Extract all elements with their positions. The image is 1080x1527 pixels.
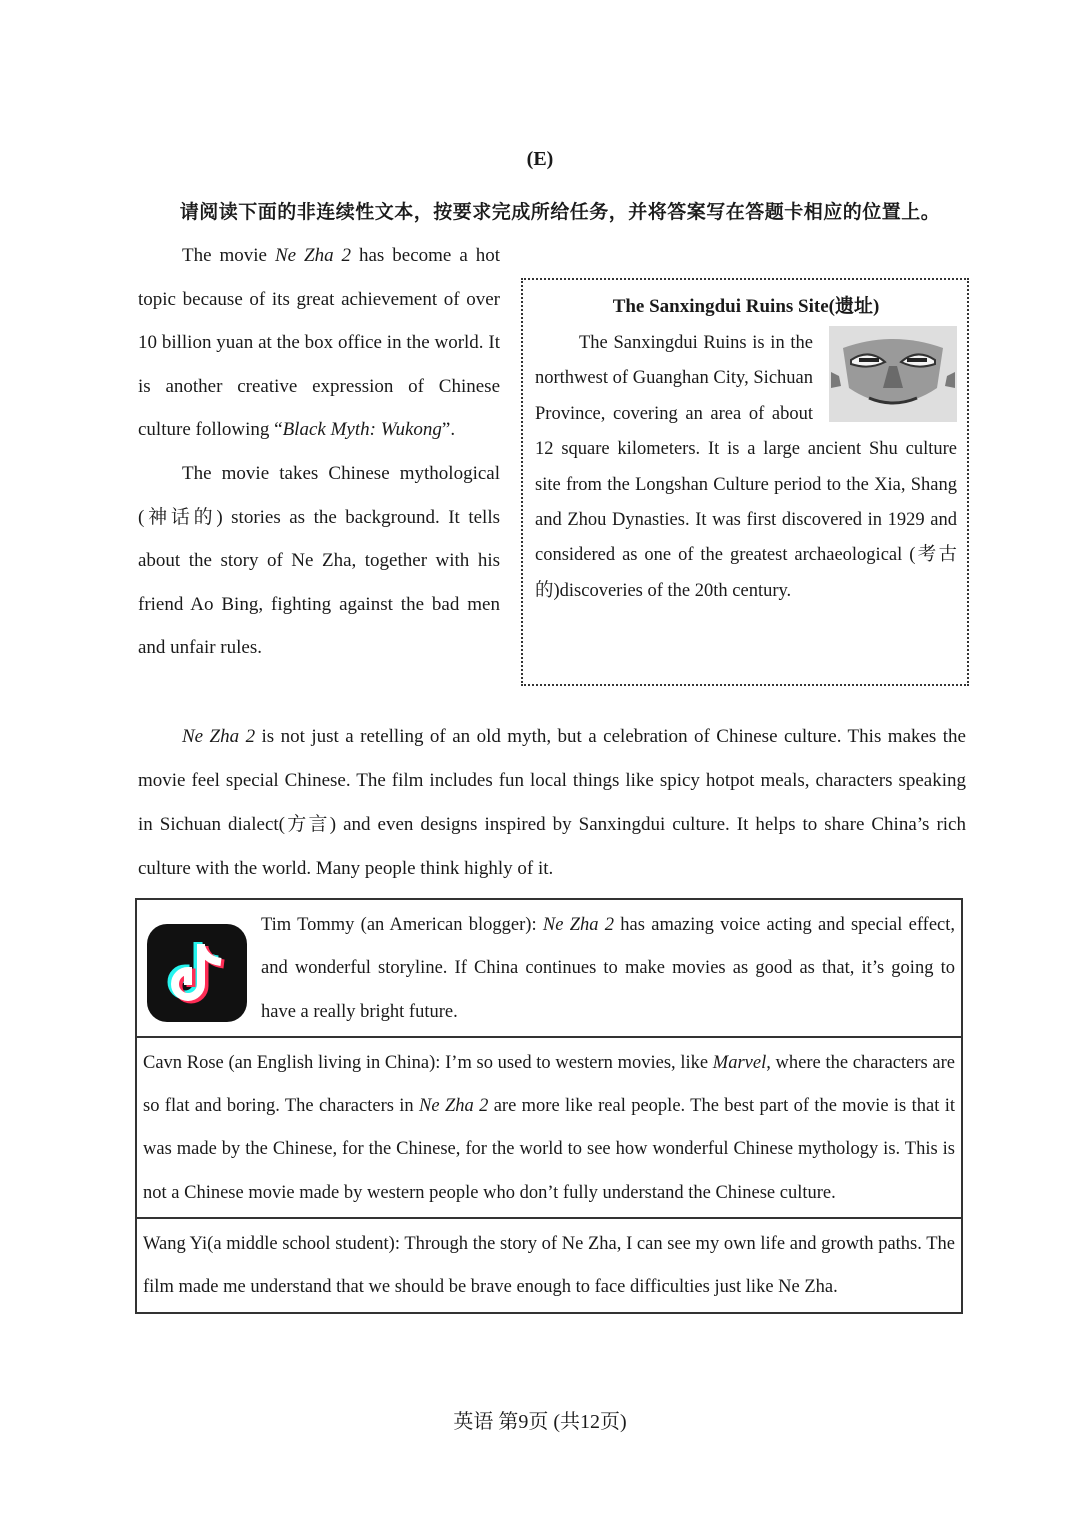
intro-p1-mid: has become a hot topic because of its great achievement of over 10 billion yuan at the box office in the world. It is another creative expression of Chinese culture following “	[138, 245, 500, 441]
page-footer: 英语 第9页 (共12页)	[453, 1411, 627, 1433]
sanxingdui-info-box	[521, 278, 969, 686]
intro-p1-pre: The movie	[182, 245, 275, 266]
main-movie-title: Ne Zha 2	[182, 726, 256, 747]
comment-speaker: Tim Tommy (an American blogger):	[261, 915, 543, 935]
comment-body: has amazing voice acting and special effect, and wonderful storyline. If China continues to make movies as good as that, it’s going to have a really bright future.	[261, 915, 956, 1022]
info-box-text: The Sanxingdui Ruins is in the northwest of Guanghan City, Sichuan Province, covering an area of about 12 square kilometers. It is a large ancient Shu culture site from the Longshan Culture period to the Xia, Shang and Zhou Dynasties. It was first discovered in 1929 and considered as one of the greatest archaeological (考古的)discoveries of the 20th century.	[535, 333, 957, 601]
intro-paragraph-1	[138, 234, 500, 452]
tiktok-icon	[145, 922, 249, 1024]
comment-row-cavn	[137, 1038, 961, 1219]
comment-movie-title: Ne Zha 2	[542, 915, 615, 935]
comment-speaker: Cavn Rose (an English living in China):	[143, 1052, 446, 1073]
intro-paragraph-2: The movie takes Chinese mythological (神话的) stories as the background. It tells about the story of Ne Zha, together with his friend Ao Bing, fighting against the bad men and unfair rules.	[138, 462, 500, 659]
comment-body-pre: I’m so used to western movies, like	[445, 1052, 713, 1073]
section-label: (E)	[526, 148, 554, 170]
comment-body: are more like real people. The best part of the movie is that it was made by the Chinese, for the Chinese, for the world to see how wonderful Chinese mythology is. This is not a Chinese movie made by western people who don’t fully understand the Chinese culture.	[143, 1096, 955, 1203]
movie-title: Ne Zha 2	[274, 245, 352, 266]
info-box-title: The Sanxingdui Ruins Site(遗址)	[612, 296, 880, 317]
bronze-mask-image	[829, 326, 957, 422]
main-paragraph-text: is not just a retelling of an old myth, but a celebration of Chinese culture. This makes the movie feel special Chinese. The film includes fun local things like spicy hotpot meals, characters speaking in Sichuan dialect(方言) and even designs inspired by Sanxingdui culture. It helps to share China’s rich culture with the world. Many people think highly of it.	[138, 726, 966, 879]
comment-movie-title: Ne Zha 2	[419, 1096, 489, 1117]
comment-body-mid: , where the characters are so flat and boring. The characters in	[143, 1052, 955, 1117]
comment-row-tim	[137, 900, 961, 1038]
comment-body: Through the story of Ne Zha, I can see my own life and growth paths. The film made me understand that we should be brave enough to face difficulties just like Ne Zha.	[143, 1234, 955, 1298]
comment-row-wang	[137, 1219, 961, 1312]
info-box-body	[535, 326, 957, 609]
comment-speaker: Wang Yi(a middle school student):	[143, 1234, 405, 1255]
intro-column	[138, 234, 500, 670]
comment-example-title: Marvel	[712, 1052, 767, 1073]
instruction-text: 请阅读下面的非连续性文本，按要求完成所给任务，并将答案写在答题卡相应的位置上。	[179, 202, 941, 223]
comments-table	[135, 898, 963, 1314]
comment-tim-text	[261, 904, 955, 1034]
main-paragraph	[138, 715, 966, 891]
intro-p1-post: ”.	[441, 419, 456, 441]
game-title: Black Myth: Wukong	[282, 419, 442, 441]
